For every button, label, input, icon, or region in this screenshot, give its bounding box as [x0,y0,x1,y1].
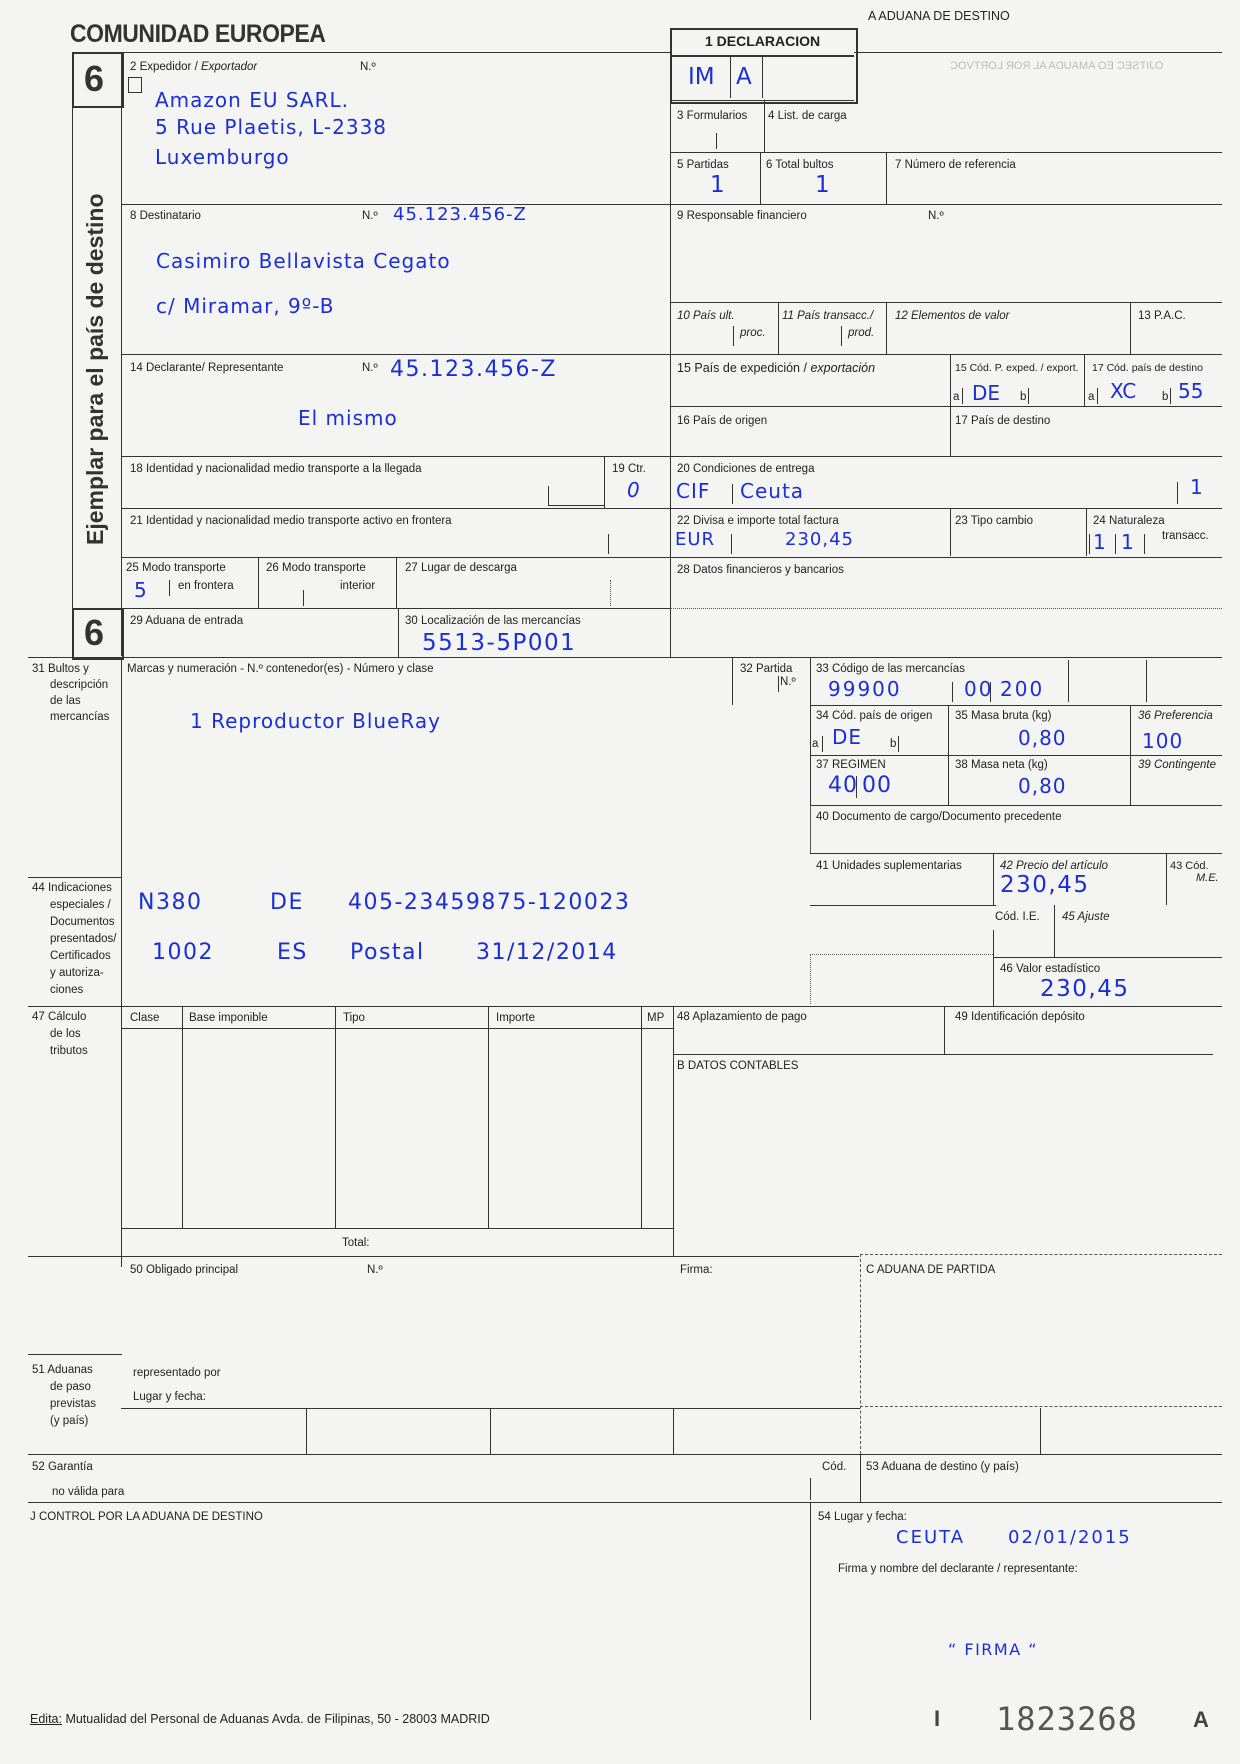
label-box-10: 10 País ult. [677,310,735,322]
value-cod-destino-b: 55 [1178,379,1204,403]
value-valor-estadistico: 230,45 [1040,976,1130,1002]
th-importe: Importe [496,1012,535,1024]
value-destinatario-nombre: Casimiro Bellavista Cegato [156,249,451,273]
label-box-11-b: prod. [848,327,875,339]
label-box-41: 41 Unidades suplementarias [816,860,962,872]
th-tipo: Tipo [343,1012,365,1024]
value-indicaciones-2b: ES [277,940,308,965]
label-box-44-d: presentados/ [50,933,117,945]
value-declarante-nif: 45.123.456-Z [390,357,557,382]
mirror-text: OJITSEC EO AMAUDA AL ROR LORTVOC [950,60,1164,72]
label-box-44-f: y autoriza- [50,967,104,979]
label-box-40: 40 Documento de cargo/Documento precedente [816,811,1062,823]
label-box-51: 51 Aduanas [32,1364,93,1376]
value-declarante-nombre: El mismo [298,406,398,430]
label-box-54-firma: Firma y nombre del declarante / representante: [838,1563,1078,1575]
side-label: Ejemplar para el país de destino [82,193,108,545]
label-box-22: 22 Divisa e importe total factura [677,515,839,527]
label-box-50: 50 Obligado principal [130,1264,239,1276]
label-box-25: 25 Modo transporte [126,562,226,574]
label-box-52-b: no válida para [52,1486,125,1498]
footer-edita: Edita: Mutualidad del Personal de Aduanas Avda. de Filipinas, 50 - 28003 MADRID [30,1712,490,1726]
label-box-30: 30 Localización de las mercancías [405,615,581,627]
value-indicaciones-2c: Postal [350,940,425,965]
value-condiciones-2: Ceuta [740,479,805,503]
label-box-3: 3 Formularios [677,110,748,122]
label-box-47-b: de los [50,1028,81,1040]
label-box-23: 23 Tipo cambio [955,515,1033,527]
checkbox-2[interactable] [128,77,142,93]
label-box-2-no: N.º [360,61,376,73]
label-cod-ie: Cód. I.E. [995,911,1040,923]
value-exportador-1: Amazon EU SARL. [155,88,349,112]
label-box-9: 9 Responsable financiero [677,210,807,222]
value-fecha-54: 02/01/2015 [1008,1527,1132,1548]
footer-serial: 1823268 [996,1700,1138,1738]
value-destinatario-direccion: c/ Miramar, 9º-B [156,294,335,318]
label-box-29: 29 Aduana de entrada [130,615,244,627]
label-box-5: 5 Partidas [677,159,729,171]
value-cod-merc-1: 99900 [828,677,902,701]
value-ctr: 0 [627,478,640,502]
th-clase: Clase [130,1012,160,1024]
aduana-destino-header: A ADUANA DE DESTINO [868,9,1010,23]
label-box-8: 8 Destinatario [130,210,201,222]
value-firma: “ FIRMA “ [948,1640,1039,1659]
label-box-17-b: b [1162,391,1169,403]
label-box-44-c: Documentos [50,916,115,928]
value-masa-bruta: 0,80 [1018,726,1067,750]
label-box-14-no: N.º [362,362,378,374]
label-box-2: 2 Expedidor / Exportador [130,61,258,73]
label-box-26-b: interior [340,580,376,592]
label-box-32-no: N.º [780,676,796,688]
value-regimen-2: 00 [862,773,892,798]
label-box-49: 49 Identificación depósito [955,1011,1085,1023]
value-destinatario-nif: 45.123.456-Z [393,204,527,225]
label-box-44-b: especiales / [50,899,111,911]
label-box-31-c: de las [50,695,81,707]
value-indicaciones-1b: DE [270,890,304,915]
label-box-34: 34 Cód. país de origen [816,710,933,722]
label-box-51-c: previstas [50,1398,97,1410]
label-box-47-c: tributos [50,1045,88,1057]
label-representado: representado por [133,1367,221,1379]
label-box-35: 35 Masa bruta (kg) [955,710,1052,722]
value-condiciones-1: CIF [676,479,711,503]
value-cod-destino-a: XC [1110,379,1137,403]
label-box-51-d: (y país) [50,1415,89,1427]
label-box-34-b: b [890,738,897,750]
value-precio: 230,45 [1000,872,1090,898]
label-box-44-e: Certificados [50,950,111,962]
label-box-42: 42 Precio del artículo [1000,860,1109,872]
label-box-13: 13 P.A.C. [1138,310,1186,322]
label-box-26: 26 Modo transporte [266,562,366,574]
label-box-B: B DATOS CONTABLES [677,1060,799,1072]
value-exportador-3: Luxemburgo [155,145,290,169]
value-condiciones-3: 1 [1190,475,1203,499]
label-box-7: 7 Número de referencia [895,159,1016,171]
copy-number-top: 6 [84,58,105,99]
value-indicaciones-1c: 405-23459875-120023 [348,890,631,915]
label-box-9-no: N.º [928,210,944,222]
value-regimen-1: 40 [828,773,858,798]
label-box-37: 37 REGIMEN [816,759,886,771]
value-origen: DE [832,725,863,749]
label-box-4: 4 List. de carga [768,110,847,122]
label-box-12: 12 Elementos de valor [895,310,1010,322]
label-box-15-cod: 15 Cód. P. exped. / export. [955,362,1079,374]
value-indicaciones-1a: N380 [138,890,203,915]
label-box-28: 28 Datos financieros y bancarios [677,564,844,576]
label-box-54: 54 Lugar y fecha: [818,1511,907,1523]
label-box-31-b: descripción [50,679,109,691]
value-localizacion: 5513-5P001 [422,630,577,656]
value-naturaleza-1: 1 [1093,530,1106,554]
label-box-38: 38 Masa neta (kg) [955,759,1048,771]
label-box-8-no: N.º [362,210,378,222]
label-box-21: 21 Identidad y nacionalidad medio transporte activo en frontera [130,515,452,527]
label-box-15-a: a [953,391,960,403]
value-partidas: 1 [710,172,725,198]
label-box-11: 11 País transacc./ [782,310,874,322]
value-indicaciones-2d: 31/12/2014 [476,940,618,965]
value-descripcion: 1 Reproductor BlueRay [190,709,441,733]
value-lugar-54: CEUTA [896,1527,966,1548]
label-box-C: C ADUANA DE PARTIDA [866,1264,996,1276]
label-box-17-cod: 17 Cód. país de destino [1092,362,1203,374]
value-cod-merc-2: 00 [964,677,994,701]
label-box-43-b: M.E. [1196,872,1219,884]
label-box-20: 20 Condiciones de entrega [677,463,815,475]
label-box-34-a: a [812,738,819,750]
label-box-36: 36 Preferencia [1138,710,1213,722]
value-cod-expedicion: DE [972,381,1001,405]
label-box-31: 31 Bultos y [32,663,89,675]
value-indicaciones-2a: 1002 [152,940,214,965]
label-box-17-a: a [1088,391,1095,403]
label-box-44-g: ciones [50,984,84,996]
form-title: COMUNIDAD EUROPEA [70,20,326,48]
value-exportador-2: 5 Rue Plaetis, L-2338 [155,115,388,139]
footer-serial-suffix: A [1193,1707,1209,1732]
label-box-50-no: N.º [367,1264,383,1276]
label-box-15-b: b [1020,391,1027,403]
label-total: Total: [342,1237,370,1249]
label-box-43: 43 Cód. [1170,860,1209,872]
label-box-16: 16 País de origen [677,415,768,427]
value-modo-transporte: 5 [134,578,147,602]
label-box-44: 44 Indicaciones [32,882,112,894]
value-declaracion-2: A [736,64,752,90]
label-cod-52: Cód. [822,1461,847,1473]
label-box-32: 32 Partida [740,663,793,675]
label-box-25-b: en frontera [178,580,234,592]
value-naturaleza-2: 1 [1121,530,1134,554]
value-importe: 230,45 [785,529,854,550]
label-box-6: 6 Total bultos [766,159,834,171]
footer-serial-prefix: I [934,1706,941,1731]
label-box-J: J CONTROL POR LA ADUANA DE DESTINO [30,1511,263,1523]
label-box-14: 14 Declarante/ Representante [130,362,284,374]
value-divisa: EUR [675,529,716,550]
value-preferencia: 100 [1142,729,1184,753]
label-box-47: 47 Cálculo [32,1011,87,1023]
label-lugar-fecha-50: Lugar y fecha: [133,1391,206,1403]
value-masa-neta: 0,80 [1018,774,1067,798]
value-declaracion-1: IM [688,64,715,90]
label-box-1: 1 DECLARACION [705,33,821,49]
label-box-27: 27 Lugar de descarga [405,562,517,574]
label-box-24: 24 Naturaleza [1093,515,1165,527]
label-box-33: 33 Código de las mercancías [816,663,965,675]
label-box-19: 19 Ctr. [612,463,646,475]
label-box-45: 45 Ajuste [1062,911,1110,923]
label-box-24-b: transacc. [1162,530,1209,542]
label-firma: Firma: [680,1264,713,1276]
value-cod-merc-3: 200 [1000,677,1045,701]
label-box-31-d: mercancías [50,711,110,723]
label-box-17: 17 País de destino [955,415,1051,427]
copy-number-bottom: 6 [84,612,105,653]
label-box-10-b: proc. [740,327,766,339]
label-box-51-b: de paso [50,1381,91,1393]
label-box-18: 18 Identidad y nacionalidad medio transporte a la llegada [130,463,422,475]
th-mp: MP [647,1012,665,1024]
label-box-53: 53 Aduana de destino (y país) [866,1461,1019,1473]
label-box-31-marcas: Marcas y numeración - N.º contenedor(es) - Número y clase [127,663,434,675]
label-box-39: 39 Contingente [1138,759,1217,771]
label-box-15: 15 País de expedición / exportación [677,361,876,375]
th-base: Base imponible [189,1012,268,1024]
label-box-46: 46 Valor estadístico [1000,963,1101,975]
value-bultos: 1 [815,172,830,198]
label-box-48: 48 Aplazamiento de pago [677,1011,807,1023]
label-box-52: 52 Garantía [32,1461,93,1473]
